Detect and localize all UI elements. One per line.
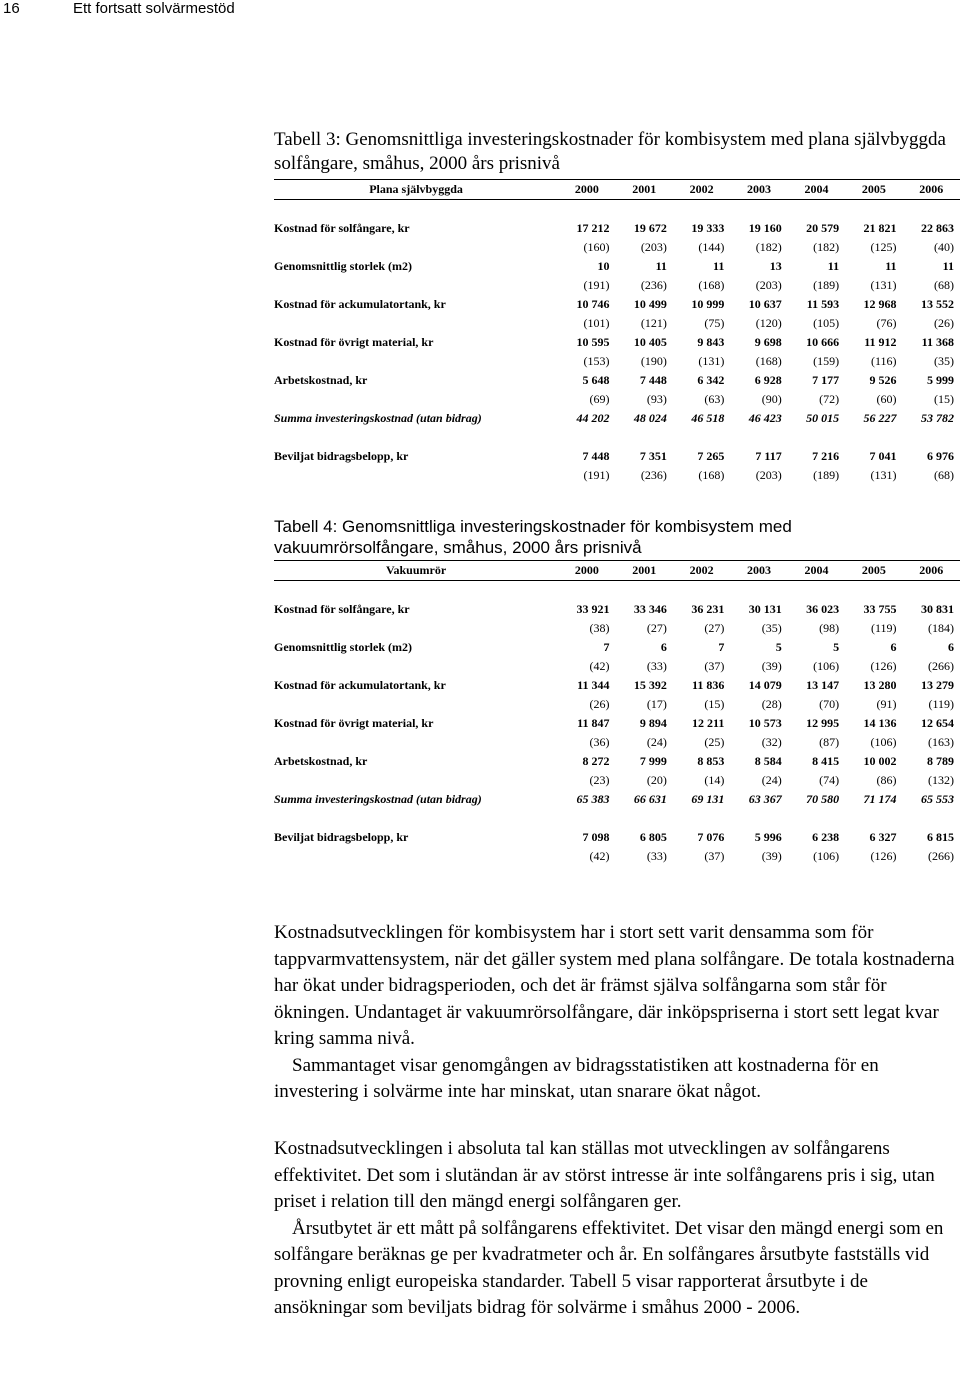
value-cell: 36 023 [806,602,840,616]
table4 [274,560,960,866]
row-label: Genomsnittlig storlek (m2) [274,640,412,654]
count-cell: (125) [870,240,897,254]
value-cell: 13 279 [921,678,954,692]
value-cell: 6 [948,640,954,654]
total-cell: 65 553 [921,792,954,806]
count-cell: (39) [761,659,782,673]
count-row [274,657,960,676]
count-row [274,352,960,371]
grant-cell: 6 805 [639,830,667,844]
count-row [274,619,960,638]
value-cell: 7 [718,640,725,654]
value-cell: 10 637 [748,297,782,311]
count-cell: (236) [640,278,667,292]
empty-cell [274,276,558,295]
count-cell: (106) [813,849,840,863]
count-cell: (74) [819,773,840,787]
empty-cell [274,238,558,257]
value-cell: 22 863 [921,221,954,235]
value-cell: 8 584 [754,754,782,768]
count-cell: (60) [876,392,897,406]
value-cell: 12 654 [921,716,954,730]
count-cell: (69) [589,392,610,406]
value-cell: 9 526 [869,373,897,387]
grant-cell: 6 238 [812,830,840,844]
count-cell: (119) [928,697,954,711]
total-cell: 46 423 [748,411,782,425]
value-cell: 19 160 [748,221,782,235]
count-cell: (168) [698,278,725,292]
count-cell: (126) [870,659,897,673]
value-cell: 11 [655,259,667,273]
count-row [274,695,960,714]
value-cell: 11 [885,259,897,273]
count-cell: (119) [871,621,897,635]
value-cell: 11 344 [577,678,610,692]
count-cell: (37) [704,849,725,863]
count-cell: (35) [761,621,782,635]
year-header: 2006 [903,561,960,581]
year-header: 2003 [730,180,787,200]
table-row [274,257,960,276]
count-cell: (132) [928,773,954,787]
total-row [274,409,960,428]
value-cell: 10 666 [806,335,840,349]
page-header [0,0,960,20]
value-cell: 10 573 [748,716,782,730]
total-cell: 44 202 [576,411,610,425]
total-cell: 46 518 [691,411,725,425]
count-cell: (266) [928,659,954,673]
count-cell: (32) [761,735,782,749]
total-label: Summa investeringskostnad (utan bidrag) [274,792,482,806]
table3 [274,179,960,485]
grant-row [274,447,960,466]
count-cell: (27) [704,621,725,635]
paragraph: Kostnadsutvecklingen för kombisystem har i stort sett varit densamma som för tappvarmvattensystem, när det gäller system med plana solfångare. De totala kostnaderna har ökat under bidragsperioden, och det är främst själva solfångarna som står för ökningen. Undantaget är vakuumrörsolfångare, där inköpspriserna i stort sett legat kvar kring samma nivå. [274,922,955,1049]
count-cell: (15) [704,697,725,711]
value-cell: 19 672 [633,221,667,235]
value-cell: 20 579 [806,221,840,235]
value-cell: 10 999 [691,297,725,311]
count-cell: (36) [589,735,610,749]
year-header: 2002 [673,180,730,200]
count-row [274,733,960,752]
count-cell: (168) [698,468,725,482]
total-cell: 65 383 [576,792,610,806]
count-cell: (189) [813,278,840,292]
grant-row [274,828,960,847]
value-cell: 10 002 [863,754,897,768]
value-cell: 36 231 [691,602,725,616]
value-cell: 12 968 [863,297,897,311]
count-cell: (153) [583,354,610,368]
row-label: Kostnad för övrigt material, kr [274,716,434,730]
count-cell: (116) [871,354,897,368]
table-row [274,295,960,314]
count-cell: (33) [646,659,667,673]
count-cell: (90) [761,392,782,406]
value-cell: 13 147 [806,678,840,692]
value-cell: 7 177 [812,373,840,387]
count-cell: (42) [589,659,610,673]
empty-cell [274,695,558,714]
grant-count-row [274,466,960,485]
count-cell: (23) [589,773,610,787]
count-cell: (27) [646,621,667,635]
count-cell: (121) [640,316,667,330]
count-cell: (203) [755,278,782,292]
total-label: Summa investeringskostnad (utan bidrag) [274,411,482,425]
empty-cell [274,619,558,638]
row-label: Kostnad för solfångare, kr [274,221,410,235]
value-cell: 10 405 [633,335,667,349]
empty-cell [274,314,558,333]
empty-cell [274,466,558,485]
count-row [274,238,960,257]
empty-cell [274,733,558,752]
value-cell: 21 821 [863,221,897,235]
value-cell: 33 755 [863,602,897,616]
value-cell: 7 [603,640,610,654]
count-cell: (38) [589,621,610,635]
paragraph: Kostnadsutvecklingen i absoluta tal kan ställas mot utvecklingen av solfångarens effektivitet. Det som i slutändan är av störst intresse är inte solfångarens pris i sig, utan priset i relation till den mängd energi solfångaren ger. [274,1138,935,1212]
value-cell: 6 342 [697,373,725,387]
grant-cell: 7 117 [755,449,782,463]
count-cell: (40) [934,240,954,254]
year-header: 2002 [673,561,730,581]
value-cell: 11 [712,259,725,273]
value-cell: 9 843 [697,335,725,349]
count-cell: (24) [646,735,667,749]
value-cell: 30 831 [921,602,954,616]
count-row [274,276,960,295]
count-cell: (14) [704,773,725,787]
count-cell: (86) [876,773,897,787]
count-cell: (163) [928,735,954,749]
value-cell: 11 368 [921,335,954,349]
row-label: Genomsnittlig storlek (m2) [274,259,412,273]
value-cell: 6 [890,640,897,654]
table-row [274,714,960,733]
count-cell: (75) [704,316,725,330]
count-cell: (203) [755,468,782,482]
value-cell: 10 499 [633,297,667,311]
count-cell: (70) [819,697,840,711]
total-cell: 63 367 [748,792,782,806]
grant-cell: 6 976 [927,449,954,463]
count-cell: (101) [583,316,610,330]
empty-cell [274,657,558,676]
header-row [274,561,960,581]
count-cell: (63) [704,392,725,406]
count-cell: (25) [704,735,725,749]
row-label: Kostnad för övrigt material, kr [274,335,434,349]
value-cell: 8 272 [582,754,610,768]
count-cell: (131) [870,278,897,292]
total-row [274,790,960,809]
value-cell: 6 928 [754,373,782,387]
count-row [274,390,960,409]
grant-cell: 7 448 [582,449,610,463]
count-cell: (190) [640,354,667,368]
count-cell: (191) [583,278,610,292]
count-cell: (15) [934,392,954,406]
count-cell: (191) [583,468,610,482]
value-cell: 9 894 [639,716,667,730]
total-cell: 48 024 [633,411,667,425]
value-cell: 13 280 [863,678,897,692]
count-cell: (203) [640,240,667,254]
table-row [274,676,960,695]
grant-cell: 7 265 [697,449,725,463]
count-cell: (20) [646,773,667,787]
count-cell: (24) [761,773,782,787]
count-cell: (72) [819,392,840,406]
paragraph: Årsutbytet är ett mått på solfångarens effektivitet. Det visar den mängd energi som en solfångare beräknas ge per kvadratmeter och år. En solfångares årsutbyte fastställs vid provning enligt europeiska standarder. Tabell 5 visar rapporterat årsutbyte i de ansökningar som beviljats bidrag för solvärme i småhus 2000 - 2006. [274,1217,944,1318]
count-cell: (160) [583,240,610,254]
year-header: 2001 [616,180,673,200]
row-label: Arbetskostnad, kr [274,373,368,387]
value-cell: 14 079 [748,678,782,692]
value-cell: 11 836 [691,678,725,692]
total-cell: 71 174 [863,792,897,806]
value-cell: 13 552 [921,297,954,311]
count-row [274,314,960,333]
count-cell: (131) [698,354,725,368]
value-cell: 14 136 [863,716,897,730]
value-cell: 33 921 [576,602,610,616]
count-cell: (37) [704,659,725,673]
count-cell: (184) [928,621,954,635]
spacer [274,809,960,828]
header-row [274,180,960,200]
value-cell: 5 [833,640,840,654]
year-header: 2005 [845,180,902,200]
grant-cell: 7 041 [869,449,897,463]
count-cell: (131) [870,468,897,482]
year-header: 2003 [730,561,787,581]
value-cell: 11 847 [577,716,610,730]
total-cell: 66 631 [633,792,667,806]
count-cell: (87) [819,735,840,749]
spacer [274,581,960,601]
corner-label: Plana självbyggda [274,180,558,200]
count-cell: (266) [928,849,954,863]
table3-caption: Tabell 3: Genomsnittliga investeringskostnader för kombisystem med plana självbyggda solfångare, småhus, 2000 års prisnivå [274,129,946,174]
value-cell: 10 746 [576,297,610,311]
count-cell: (28) [761,697,782,711]
value-cell: 11 593 [806,297,840,311]
count-cell: (159) [813,354,840,368]
count-cell: (35) [934,354,954,368]
value-cell: 15 392 [633,678,667,692]
year-header: 2000 [558,180,615,200]
count-cell: (236) [640,468,667,482]
table-row [274,333,960,352]
count-cell: (106) [813,659,840,673]
spacer [274,428,960,447]
count-cell: (98) [819,621,840,635]
value-cell: 13 [769,259,782,273]
page-number: 16 [3,0,20,17]
value-cell: 7 448 [639,373,667,387]
count-cell: (42) [589,849,610,863]
value-cell: 6 [660,640,667,654]
grant-label: Beviljat bidragsbelopp, kr [274,830,409,844]
count-cell: (33) [646,849,667,863]
year-header: 2006 [903,180,960,200]
count-cell: (144) [698,240,725,254]
count-cell: (26) [589,697,610,711]
count-cell: (126) [870,849,897,863]
value-cell: 7 999 [639,754,667,768]
value-cell: 19 333 [691,221,725,235]
count-cell: (189) [813,468,840,482]
count-cell: (106) [870,735,897,749]
count-cell: (17) [646,697,667,711]
year-header: 2005 [845,561,902,581]
table-row [274,600,960,619]
value-cell: 8 789 [927,754,954,768]
table-row [274,219,960,238]
count-cell: (26) [934,316,954,330]
table-row [274,752,960,771]
year-header: 2004 [788,180,845,200]
empty-cell [274,352,558,371]
total-cell: 53 782 [921,411,954,425]
grant-cell: 6 327 [869,830,897,844]
value-cell: 5 648 [582,373,610,387]
running-title: Ett fortsatt solvärmestöd [73,0,235,17]
value-cell: 12 211 [691,716,725,730]
empty-cell [274,771,558,790]
value-cell: 8 853 [697,754,725,768]
body-text-2 [274,1136,960,1322]
count-cell: (168) [755,354,782,368]
value-cell: 5 [775,640,782,654]
count-cell: (68) [934,468,954,482]
empty-cell [274,390,558,409]
grant-label: Beviljat bidragsbelopp, kr [274,449,409,463]
row-label: Arbetskostnad, kr [274,754,368,768]
corner-label: Vakuumrör [274,561,558,581]
value-cell: 8 415 [812,754,840,768]
total-cell: 50 015 [806,411,840,425]
table-row [274,371,960,390]
row-label: Kostnad för ackumulatortank, kr [274,678,446,692]
value-cell: 5 999 [927,373,954,387]
row-label: Kostnad för ackumulatortank, kr [274,297,446,311]
grant-cell: 7 351 [639,449,667,463]
count-cell: (93) [646,392,667,406]
body-text-1 [274,920,960,1106]
count-cell: (76) [876,316,897,330]
row-label: Kostnad för solfångare, kr [274,602,410,616]
empty-cell [274,847,558,866]
total-cell: 70 580 [806,792,840,806]
value-cell: 10 [597,259,610,273]
year-header: 2001 [616,561,673,581]
value-cell: 11 [942,259,954,273]
count-cell: (182) [755,240,782,254]
value-cell: 9 698 [754,335,782,349]
value-cell: 12 995 [806,716,840,730]
count-cell: (68) [934,278,954,292]
grant-cell: 7 098 [582,830,610,844]
value-cell: 33 346 [633,602,667,616]
count-cell: (105) [813,316,840,330]
spacer [274,200,960,220]
table4-caption: Tabell 4: Genomsnittliga investeringskostnader för kombisystem med vakuumrörsolfångare, småhus, 2000 års prisnivå [274,517,792,557]
grant-count-row [274,847,960,866]
count-row [274,771,960,790]
value-cell: 11 [827,259,840,273]
total-cell: 56 227 [863,411,897,425]
year-header: 2000 [558,561,615,581]
grant-cell: 7 216 [812,449,840,463]
paragraph: Sammantaget visar genomgången av bidragsstatistiken att kostnaderna för en investering i solvärme inte har minskat, utan snarare ökat något. [274,1054,879,1102]
count-cell: (91) [876,697,897,711]
total-cell: 69 131 [691,792,725,806]
grant-cell: 5 996 [754,830,782,844]
count-cell: (120) [755,316,782,330]
value-cell: 10 595 [576,335,610,349]
grant-cell: 6 815 [927,830,954,844]
value-cell: 11 912 [864,335,897,349]
year-header: 2004 [788,561,845,581]
grant-cell: 7 076 [697,830,725,844]
value-cell: 30 131 [748,602,782,616]
count-cell: (182) [813,240,840,254]
count-cell: (39) [761,849,782,863]
value-cell: 17 212 [576,221,610,235]
table-row [274,638,960,657]
